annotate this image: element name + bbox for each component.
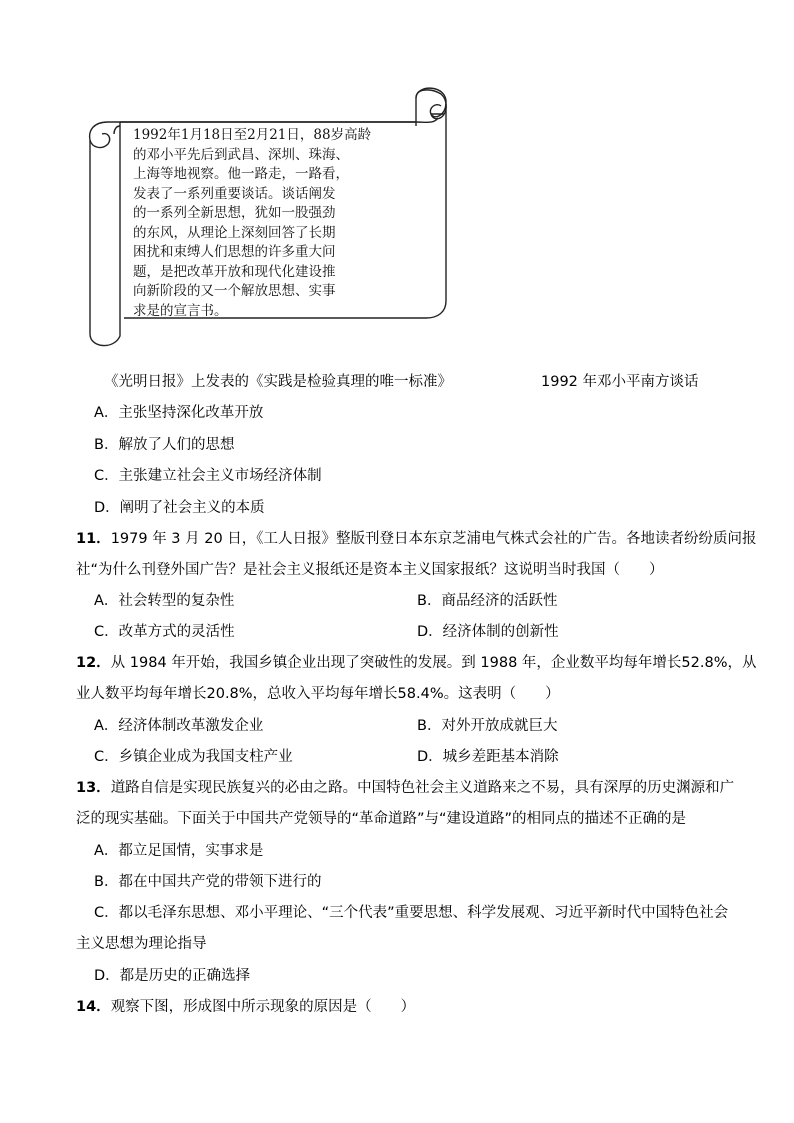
scroll-line: 困扰和束缚人们思想的许多重大问 xyxy=(133,244,336,260)
scroll-line: 上海等地视察。他一路走，一路看， xyxy=(133,166,349,182)
q12-option-a[interactable]: A．经济体制改革激发企业 xyxy=(94,718,264,734)
q11-stem-text: 1979 年 3 月 20 日，《工人日报》整版刊登日本东京芝浦电气株式会社的广告。各地读者纷纷质问报 xyxy=(110,531,757,547)
q12-option-c[interactable]: C．乡镇企业成为我国支柱产业 xyxy=(94,749,293,765)
q13-option-a[interactable]: A．都立足国情，实事求是 xyxy=(94,843,264,859)
scroll-line: 的邓小平先后到武昌、深圳、珠海、 xyxy=(133,146,349,163)
q11-option-c[interactable]: C．改革方式的灵活性 xyxy=(94,624,235,640)
q13-option-b[interactable]: B．都在中国共产党的带领下进行的 xyxy=(94,874,322,890)
q12-option-b[interactable]: B．对外开放成就巨大 xyxy=(417,718,558,734)
q10-option-a[interactable]: A．主张坚持深化改革开放 xyxy=(94,405,264,421)
q14-number: 14． xyxy=(76,999,111,1015)
q13-number: 13． xyxy=(76,780,111,796)
q11-number: 11． xyxy=(76,531,111,547)
q11-option-a[interactable]: A．社会转型的复杂性 xyxy=(94,593,235,609)
caption-left: 《光明日报》上发表的《实践是检验真理的唯一标准》 xyxy=(104,374,452,390)
q11-option-d[interactable]: D．经济体制的创新性 xyxy=(417,624,559,640)
q13-stem-line2: 泛的现实基础。下面关于中国共产党领导的“革命道路”与“建设道路”的相同点的描述不正确的是 xyxy=(76,811,687,827)
q12-stem-line2: 业人数平均每年增长20.8%，总收入平均每年增长58.4%。这表明（ ） xyxy=(76,686,560,702)
scroll-line: 的一系列全新思想，犹如一股强劲 xyxy=(133,205,336,221)
q10-option-d[interactable]: D．阐明了社会主义的本质 xyxy=(94,500,265,516)
q11-stem-line2: 社“为什么刊登外国广告？是社会主义报纸还是资本主义国家报纸？这说明当时我国（ ） xyxy=(76,562,664,578)
scroll-line: 求是的宣言书。 xyxy=(133,302,228,319)
q12-stem-text: 从 1984 年开始，我国乡镇企业出现了突破性的发展。到 1988 年，企业数平均每年增长52.8%，从 xyxy=(110,655,757,671)
scroll-line: 1992年1月18日至2月21日，88岁高龄 xyxy=(133,127,372,143)
scroll-text-block xyxy=(133,126,388,321)
q11-option-b[interactable]: B．商品经济的活跃性 xyxy=(417,593,558,609)
scroll-line: 向新阶段的又一个解放思想、实事 xyxy=(133,283,336,299)
q13-stem-line1 xyxy=(76,778,734,798)
q10-option-b[interactable]: B．解放了人们的思想 xyxy=(94,437,235,453)
q12-number: 12． xyxy=(76,655,111,671)
scroll-line: 的东风，从理论上深刻回答了长期 xyxy=(133,224,336,241)
q14-stem-text: 观察下图，形成图中所示现象的原因是（ ） xyxy=(110,999,416,1015)
caption-right: 1992 年邓小平南方谈话 xyxy=(541,374,699,390)
scroll-line: 发表了一系列重要谈话。谈话阐发 xyxy=(133,185,336,202)
q13-option-d[interactable]: D．都是历史的正确选择 xyxy=(94,968,251,984)
q13-option-c[interactable]: C．都以毛泽东思想、邓小平理论、“三个代表”重要思想、科学发展观、习近平新时代中国特色社会 xyxy=(94,905,729,921)
q13-stem-text: 道路自信是实现民族复兴的必由之路。中国特色社会主义道路来之不易，具有深厚的历史渊源和广 xyxy=(110,780,735,796)
scroll-line: 题，是把改革开放和现代化建设推 xyxy=(133,263,336,280)
q10-option-c[interactable]: C．主张建立社会主义市场经济体制 xyxy=(94,468,322,484)
q12-stem-line1 xyxy=(76,653,757,673)
q12-option-d[interactable]: D．城乡差距基本消除 xyxy=(417,749,559,765)
q13-option-c-continued: 主义思想为理论指导 xyxy=(76,936,207,952)
q14-stem xyxy=(76,997,415,1017)
q11-stem-line1 xyxy=(76,529,757,549)
scroll-illustration xyxy=(86,86,450,354)
